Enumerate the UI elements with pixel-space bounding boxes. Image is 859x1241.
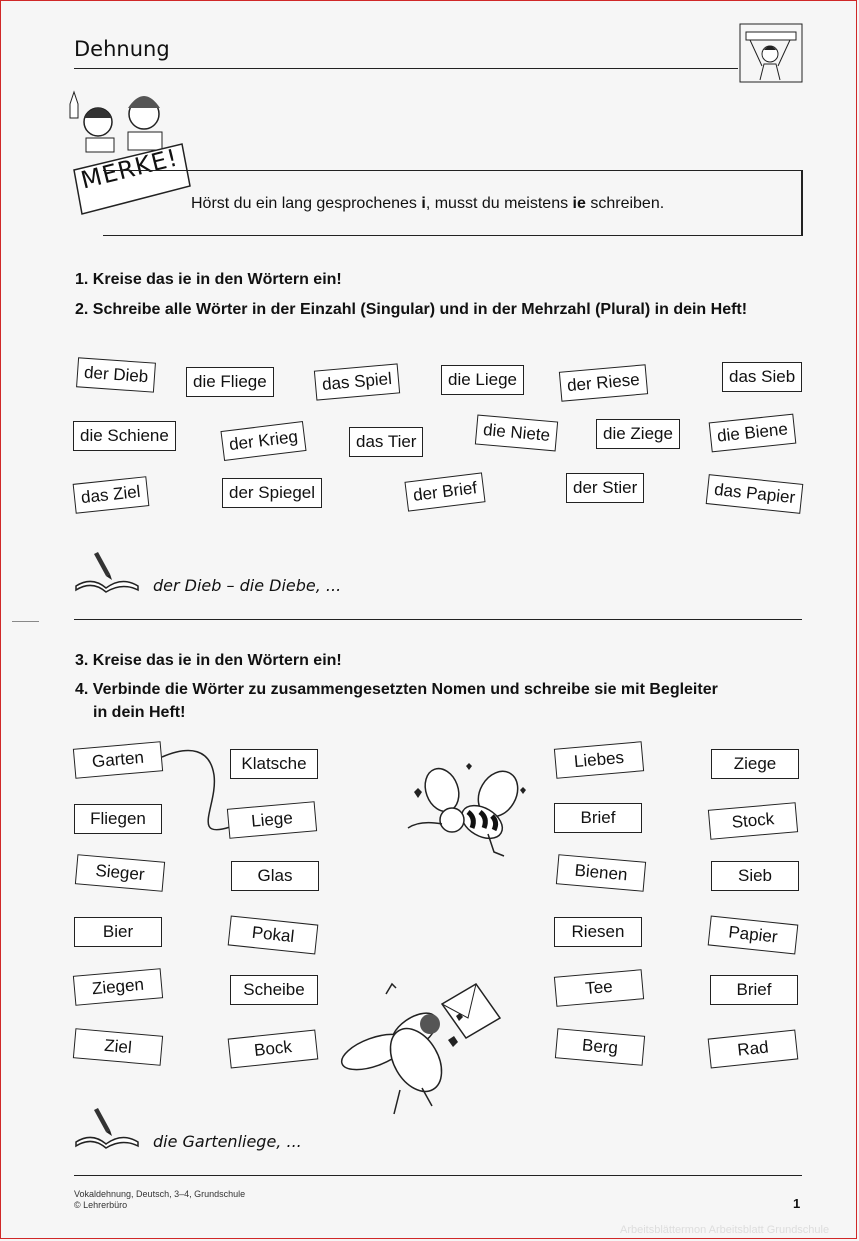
merke-stamp: MERKE! — [78, 143, 181, 195]
noun-card-col4: Stock — [708, 802, 798, 840]
kid-banner-illustration — [738, 22, 804, 84]
task-1: 1. Kreise das ie in den Wörtern ein! — [75, 271, 342, 288]
task-4-continued: in dein Heft! — [93, 704, 186, 721]
task-3: 3. Kreise das ie in den Wörtern ein! — [75, 652, 342, 669]
word-card: der Brief — [404, 472, 485, 511]
noun-card-col3: Riesen — [554, 917, 642, 947]
watermark: Arbeitsblättermon Arbeitsblatt Grundschule — [620, 1224, 830, 1236]
footer-credits — [74, 1189, 245, 1211]
noun-card-col2: Liege — [227, 801, 317, 839]
word-card: der Spiegel — [222, 478, 322, 508]
word-card: das Tier — [349, 427, 423, 457]
book-pencil-icon — [72, 1104, 142, 1150]
task-4: 4. Verbinde die Wörter zu zusammengesetzten Nomen und schreibe sie mit Begleiter — [75, 681, 718, 698]
task-2: 2. Schreibe alle Wörter in der Einzahl (Singular) und in der Mehrzahl (Plural) in dein Heft! — [75, 301, 748, 318]
word-card: der Krieg — [220, 421, 306, 461]
noun-card-col3: Liebes — [554, 741, 644, 779]
noun-card-col3: Bienen — [556, 854, 646, 892]
footer-line-1: Vokaldehnung, Deutsch, 3–4, Grundschule — [74, 1189, 246, 1199]
word-card: die Ziege — [596, 419, 680, 449]
noun-card-col4: Sieb — [711, 861, 799, 891]
word-card: die Fliege — [186, 367, 274, 397]
noun-card-col3: Berg — [555, 1028, 645, 1066]
page-number: 1 — [793, 1196, 801, 1211]
bee-illustration — [402, 762, 532, 860]
word-card: das Spiel — [314, 363, 400, 400]
page-title: Dehnung — [74, 37, 170, 61]
example-compound: die Gartenliege, ... — [153, 1132, 302, 1151]
word-card: die Niete — [475, 415, 558, 452]
word-card: die Biene — [709, 414, 797, 453]
book-pencil-icon — [72, 548, 142, 594]
noun-card-col2: Scheibe — [230, 975, 318, 1005]
noun-card-col4: Papier — [708, 915, 799, 954]
noun-card-col1: Fliegen — [74, 804, 162, 834]
noun-card-col4: Ziege — [711, 749, 799, 779]
word-card: der Stier — [566, 473, 644, 503]
word-card: der Dieb — [76, 357, 156, 392]
fly-letter-illustration — [338, 980, 508, 1120]
noun-card-col1: Ziegen — [73, 968, 163, 1006]
example-plural: der Dieb – die Diebe, ... — [153, 576, 342, 595]
section-divider — [74, 619, 802, 620]
noun-card-col1: Bier — [74, 917, 162, 947]
noun-card-col2: Klatsche — [230, 749, 318, 779]
noun-card-col2: Bock — [228, 1029, 319, 1068]
noun-card-col2: Glas — [231, 861, 319, 891]
noun-card-col1: Garten — [73, 741, 163, 779]
noun-card-col4: Rad — [708, 1029, 799, 1068]
noun-card-col4: Brief — [710, 975, 798, 1005]
merke-rule-text: Hörst du ein lang gesprochenes i, musst du meistens ie schreiben. — [191, 195, 665, 212]
word-card: der Riese — [559, 364, 648, 401]
word-card: das Sieb — [722, 362, 802, 392]
noun-card-col2: Pokal — [228, 915, 319, 954]
noun-card-col1: Sieger — [75, 854, 165, 892]
footer-rule — [74, 1175, 802, 1176]
footer-line-2: © Lehrerbüro — [74, 1200, 128, 1210]
word-card: die Schiene — [73, 421, 176, 451]
margin-mark — [12, 621, 39, 622]
word-card: das Papier — [706, 474, 804, 514]
word-card: das Ziel — [73, 476, 149, 514]
header-rule — [74, 68, 738, 69]
noun-card-col1: Ziel — [73, 1028, 163, 1066]
noun-card-col3: Brief — [554, 803, 642, 833]
noun-card-col3: Tee — [554, 969, 644, 1007]
word-card: die Liege — [441, 365, 524, 395]
